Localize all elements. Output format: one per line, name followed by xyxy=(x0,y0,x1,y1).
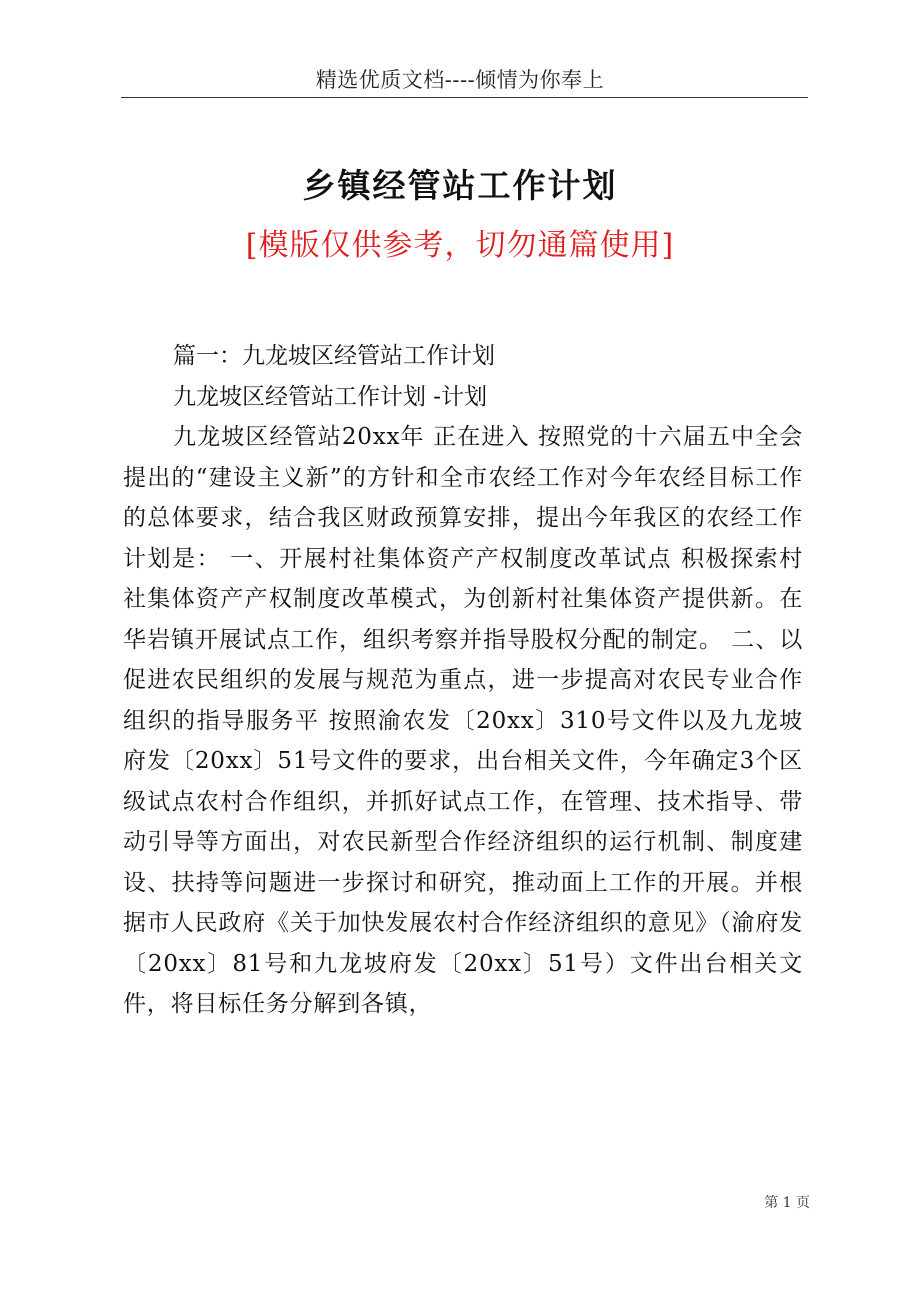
document-title: 乡镇经管站工作计划 xyxy=(302,166,618,205)
document-subtitle: [模版仅供参考，切勿通篇使用] xyxy=(245,228,675,263)
body-paragraph: 九龙坡区经管站20xx年 正在进入 按照党的十六届五中全会提出的“建设主义新”的方针和全市农经工作对今年农经目标工作的总体要求，结合我区财政预算安排，提出今年我区的农经工作计划是： 一、开展村社集体资产产权制度改革试点 积极探索村社集体资产产权制度改革模式，为创新村社集体资产提供新。在华岩镇开展试点工作，组织考察并指导股权分配的制定。 二、以促进农民组织的发展与规范为重点，进一步提高对农民专业合作组织的指导服务平 按照渝农发〔20xx〕310号文件以及九龙坡府发〔20xx〕51号文件的要求，出台相关文件，今年确定3个区级试点农村合作组织，并抓好试点工作，在管理、技术指导、带动引导等方面出，对农民新型合作经济组织的运行机制、制度建设、扶持等问题进一步探讨和研究，推动面上工作的开展。并根据市人民政府《关于加快发展农村合作经济组织的意见》（渝府发〔20xx〕81号和九龙坡府发〔20xx〕51号）文件出台相关文件，将目标任务分解到各镇， xyxy=(123,424,803,1017)
header-divider xyxy=(121,97,808,98)
page-number: 第 1 页 xyxy=(764,1195,810,1211)
document-body xyxy=(123,336,803,1025)
section-subheading: 九龙坡区经管站工作计划 -计划 xyxy=(173,383,488,410)
section-heading: 篇一：九龙坡区经管站工作计划 xyxy=(173,343,495,369)
page-header: 精选优质文档----倾情为你奉上 xyxy=(315,68,605,92)
